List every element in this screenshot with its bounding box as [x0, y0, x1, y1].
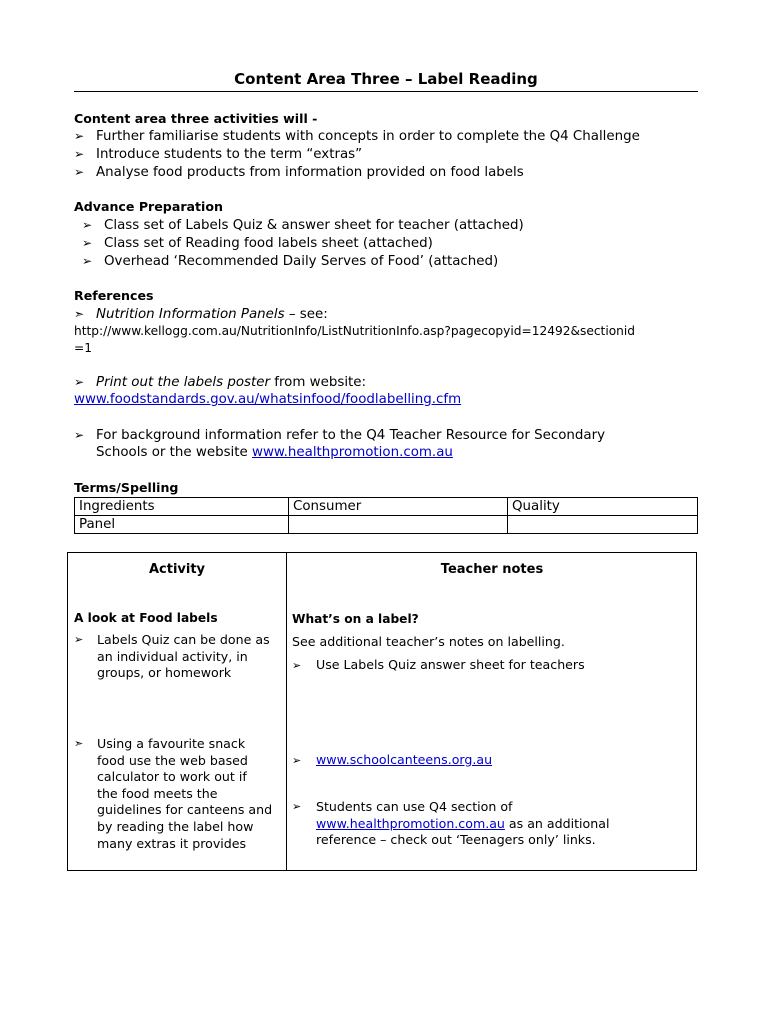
activity-subheading: A look at Food labels — [74, 611, 218, 625]
table-cell — [289, 516, 508, 534]
page-title: Content Area Three – Label Reading — [234, 70, 538, 88]
arrowhead-bullet-icon: ➢ — [292, 754, 302, 767]
arrowhead-bullet-icon: ➢ — [74, 633, 84, 646]
arrowhead-bullet-icon: ➢ — [82, 254, 93, 268]
schoolcanteens-link[interactable]: www.schoolcanteens.org.au — [316, 752, 493, 767]
activities-heading: Content area three activities will - — [74, 111, 318, 126]
arrowhead-bullet-icon: ➢ — [292, 659, 302, 672]
reference-item: ➢ Print out the labels poster from website: — [74, 375, 367, 390]
arrow-bullet-icon: ➣ — [74, 307, 85, 321]
table-cell: Panel — [75, 516, 289, 534]
advance-item: ➢ Overhead ‘Recommended Daily Serves of Food’ (attached) — [82, 254, 499, 269]
foodstandards-link[interactable]: www.foodstandards.gov.au/whatsinfood/foodlabelling.cfm — [74, 392, 462, 407]
table-cell — [508, 516, 698, 534]
activities-item: ➢ Introduce students to the term “extras” — [74, 147, 363, 162]
terms-heading: Terms/Spelling — [74, 480, 179, 495]
advance-heading: Advance Preparation — [74, 199, 223, 214]
teacher-note-answer-sheet: ➢ Use Labels Quiz answer sheet for teachers — [292, 657, 585, 675]
teacher-notes-column-header: Teacher notes — [440, 562, 544, 577]
teacher-notes-subheading: What’s on a label? — [292, 612, 419, 626]
advance-item: ➢ Class set of Reading food labels sheet (attached) — [82, 236, 433, 251]
arrowhead-bullet-icon: ➢ — [74, 375, 85, 389]
arrowhead-bullet-icon: ➢ — [74, 165, 85, 179]
activity-table: Activity Teacher notes A look at Food labels What’s on a label? ➢ Labels Quiz can be done as an individual activity, in groups, or homework See additional teacher’s notes on labelling. ➢ Use Labels Quiz answer sheet for teachers ➣ Using a favourite snack food use the web based calculator to work out if the food meets the guidelines for canteens and by reading the label how many extras it provides ➢ www.schoolcanteens.org.au ➢ Students can use Q4 section of www.healthpromotion.com.au as an additional reference – check out ‘Teenagers only’ links. — [67, 552, 697, 871]
column-divider — [286, 553, 287, 870]
terms-table — [74, 497, 698, 534]
title-underline — [74, 91, 698, 92]
reference-item-cont: Schools or the website www.healthpromotion.com.au — [96, 445, 453, 460]
activities-item: ➢ Further familiarise students with concepts in order to complete the Q4 Challenge — [74, 129, 640, 144]
arrowhead-bullet-icon: ➢ — [292, 800, 302, 813]
table-row — [75, 516, 698, 534]
table-cell: Consumer — [289, 498, 508, 516]
healthpromotion-link[interactable]: www.healthpromotion.com.au — [316, 815, 505, 831]
table-cell: Quality — [508, 498, 698, 516]
advance-item: ➢ Class set of Labels Quiz & answer sheet for teacher (attached) — [82, 218, 524, 233]
activity-column-header: Activity — [148, 562, 206, 577]
reference-item: ➢ For background information refer to the Q4 Teacher Resource for Secondary — [74, 428, 606, 443]
reference-item: ➣ Nutrition Information Panels – see: — [74, 307, 328, 322]
healthpromotion-link[interactable]: www.healthpromotion.com.au — [252, 445, 453, 460]
arrowhead-bullet-icon: ➢ — [82, 218, 93, 232]
references-heading: References — [74, 288, 154, 303]
teacher-note-labelling: See additional teacher’s notes on labelling. — [292, 634, 565, 649]
arrow-bullet-icon: ➣ — [74, 737, 84, 750]
arrowhead-bullet-icon: ➢ — [74, 428, 85, 442]
activities-item: ➢ Analyse food products from information provided on food labels — [74, 165, 524, 180]
table-row — [75, 498, 698, 516]
reference-url-kellogg[interactable]: http://www.kellogg.com.au/NutritionInfo/ListNutritionInfo.asp?pagecopyid=12492&sectionid — [74, 324, 636, 338]
arrowhead-bullet-icon: ➢ — [74, 129, 85, 143]
teacher-note-canteens — [292, 752, 492, 770]
arrowhead-bullet-icon: ➢ — [82, 236, 93, 250]
table-cell: Ingredients — [75, 498, 289, 516]
reference-url-kellogg-cont[interactable]: =1 — [74, 341, 92, 355]
arrowhead-bullet-icon: ➢ — [74, 147, 85, 161]
